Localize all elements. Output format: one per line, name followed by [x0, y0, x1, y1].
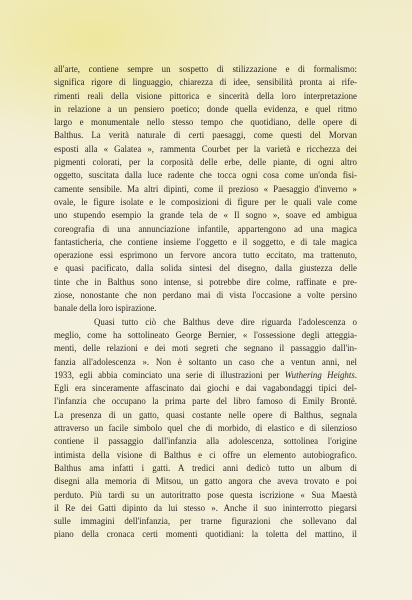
text-line — [54, 289, 357, 302]
text-line — [54, 223, 357, 236]
text-segment: contiene il passaggio dall'infanzia alla adolescenza, sottolinea l'origine — [54, 436, 357, 447]
text-line — [54, 236, 357, 249]
text-line — [54, 316, 357, 329]
text-line — [54, 356, 357, 369]
text-line — [54, 249, 357, 262]
text-segment: meglio, come ha sottolineato George Bernier, « l'ossessione degli atteggia- — [54, 329, 357, 340]
text-segment: . — [354, 369, 357, 380]
text-line — [54, 475, 357, 488]
text-line — [54, 502, 357, 515]
text-segment: pigmenti colorati, per la corposità delle erbe, delle piante, di ogni altro — [54, 157, 357, 168]
text-segment: l'infanzia che occupano la prima parte del libro famoso di Emily Brontë. — [54, 396, 357, 407]
text-segment: fanzia all'adolescenza ». Non è soltanto un caso che a ventun anni, nel — [54, 356, 357, 367]
text-segment: camente sensibile. Ma altri dipinti, come il prezioso « Paesaggio d'inverno » — [54, 183, 357, 194]
text-segment: perduto. Più tardi su un autoritratto pose questa iscrizione « Sua Maestà — [54, 489, 357, 500]
text-line — [54, 422, 357, 435]
text-segment: La presenza di un gatto, quasi costante nelle opere di Balthus, segnala — [54, 409, 357, 420]
text-line — [54, 209, 357, 222]
text-segment: e quasi pacificato, dalla solida sintesi del disegno, dalla giustezza delle — [54, 263, 357, 274]
text-segment: coreografia di una annunciazione infantile, appartengono ad una magica — [54, 223, 357, 234]
text-segment: esposti alla « Galatea », rammenta Courbet per la varietà e ricchezza dei — [54, 143, 357, 154]
text-line — [54, 409, 357, 422]
text-line — [54, 156, 357, 169]
body-text — [54, 63, 357, 542]
italic-title: Wuthering Heights — [284, 369, 355, 380]
text-line — [54, 76, 357, 89]
text-segment: fantasticheria, che contiene insieme l'oggetto e il soggetto, e di tale magica — [54, 236, 357, 247]
text-segment: oggetto, suscitata dalla luce radente che tocca ogni cosa come un'onda fisi- — [54, 170, 357, 181]
text-line — [54, 342, 357, 355]
text-line — [54, 196, 357, 209]
text-line — [54, 449, 357, 462]
text-line — [54, 183, 357, 196]
text-segment: significa rigore di linguaggio, chiarezza di idee, sensibilità pronta ai rife- — [54, 77, 357, 88]
text-segment: operazione essi esprimono un fervore ancora tutto eccitato, ma trattenuto, — [54, 250, 357, 261]
text-segment: banale della loro ispirazione. — [54, 303, 157, 314]
text-line — [54, 435, 357, 448]
text-segment: in relazione a un pensiero poetico; donde quella evidenza, e quel ritmo — [54, 103, 357, 114]
text-line — [54, 329, 357, 342]
text-segment: attraverso un facile simbolo quel che di morbido, di elastico e di silenzioso — [54, 423, 357, 434]
text-segment: tinte che in Balthus sono intense, si potrebbe dire colme, raffinate e pre- — [54, 276, 357, 287]
text-line — [54, 262, 357, 275]
text-line — [54, 63, 357, 76]
text-line — [54, 90, 357, 103]
text-segment: uno stupendo esempio la grande tela de « Il sogno », soave ed ambigua — [54, 210, 357, 221]
text-line — [54, 528, 357, 541]
text-line — [54, 382, 357, 395]
text-line — [54, 143, 357, 156]
text-line — [54, 169, 357, 182]
text-segment: largo e monumentale nello stesso tempo che quotidiano, delle opere di — [54, 117, 357, 128]
text-segment: menti, delle relazioni e dei moti segreti che segnano il passaggio dall'in- — [54, 343, 357, 354]
paragraph — [54, 63, 357, 316]
text-segment: ziose, nonostante che non perdano mai di vista l'occasione a volte persino — [54, 290, 357, 301]
text-segment: ovale, le figure isolate e le composizioni di figure per le quali vale come — [54, 196, 357, 207]
text-line — [54, 129, 357, 142]
text-segment: Balthus. La verità naturale di certi paesaggi, come questi del Morvan — [54, 130, 357, 141]
text-line — [54, 116, 357, 129]
text-line — [54, 302, 357, 315]
text-segment: Egli era sinceramente affascinato dai giochi e dai vagabondaggi tipici del- — [54, 383, 357, 394]
text-line — [54, 462, 357, 475]
text-segment: intimista della visione di Balthus e ci offre un elemento autobiografico. — [54, 449, 357, 460]
text-line — [54, 103, 357, 116]
text-segment: all'arte, contiene sempre un sospetto di stilizzazione e di formalismo: — [54, 64, 357, 74]
text-segment: rimenti reali della visione pittorica e sincerità della loro interpretazione — [54, 90, 357, 101]
text-segment: Quasi tutto ciò che Balthus deve dire riguarda l'adolescenza o — [94, 316, 357, 327]
text-line — [54, 395, 357, 408]
text-line — [54, 489, 357, 502]
text-segment: 1933, egli abbia cominciato una serie di illustrazioni per — [54, 369, 285, 380]
text-segment: il Re dei Gatti dipinto da lui stesso ». Anche il suo ininterrotto piegarsi — [54, 502, 357, 513]
text-segment: sulle immagini dell'infanzia, per trarne figurazioni che sollevano dal — [54, 516, 357, 527]
text-segment: piano della cronaca certi momenti quotidiani: la toletta del mattino, il — [54, 529, 357, 540]
text-line — [54, 515, 357, 528]
text-line — [54, 276, 357, 289]
text-segment: disegni alla memoria di Mitsou, un gatto angora che aveva trovato e poi — [54, 476, 357, 487]
text-segment: Balthus ama infatti i gatti. A tredici anni dedicò tutto un album di — [54, 462, 357, 473]
paragraph — [54, 316, 357, 542]
text-line — [54, 369, 357, 382]
